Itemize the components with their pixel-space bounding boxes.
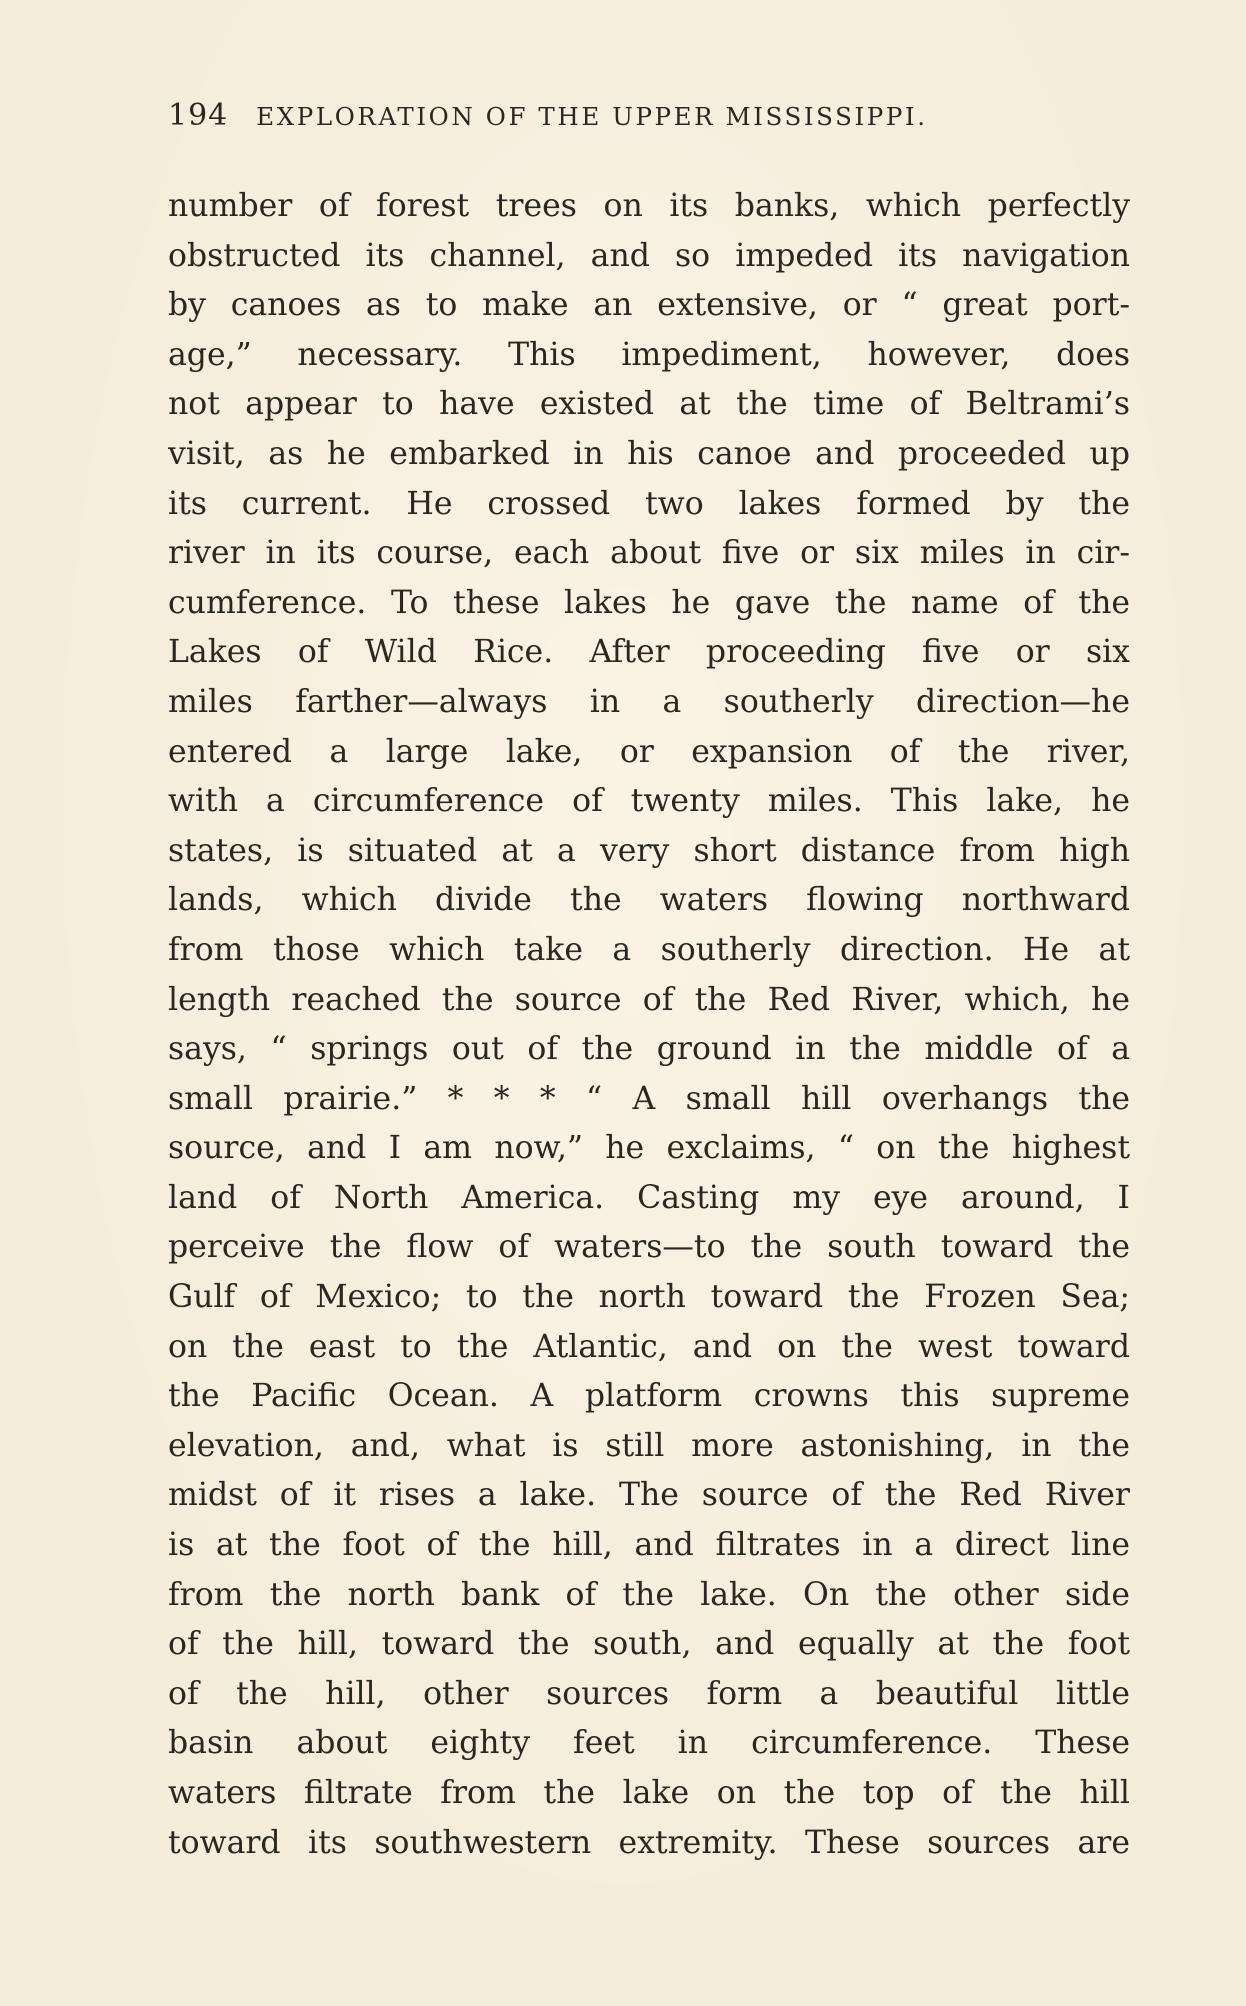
text-line: cumference. To these lakes he gave the name of the <box>168 584 1130 621</box>
text-line: Gulf of Mexico; to the north toward the Frozen Sea; <box>168 1279 1130 1316</box>
text-line: from the north bank of the lake. On the other side <box>168 1576 1130 1613</box>
text-line: visit, as he embarked in his canoe and proceeded up <box>168 435 1130 472</box>
text-line: not appear to have existed at the time of Beltrami’s <box>168 386 1130 423</box>
text-line: states, is situated at a very short distance from high <box>168 832 1130 869</box>
text-line: age,” necessary. This impediment, however, does <box>168 336 1130 373</box>
text-line: obstructed its channel, and so impeded its navigation <box>168 237 1130 274</box>
running-title: EXPLORATION OF THE UPPER MISSISSIPPI. <box>256 102 928 131</box>
text-line: by canoes as to make an extensive, or “ great port- <box>168 287 1130 324</box>
text-line: number of forest trees on its banks, which perfectly <box>168 188 1130 224</box>
body-text <box>168 182 1130 1868</box>
text-line: is at the foot of the hill, and filtrates in a direct line <box>168 1527 1130 1564</box>
text-line: on the east to the Atlantic, and on the west toward <box>168 1328 1130 1365</box>
page-header <box>168 98 1128 142</box>
text-line: Lakes of Wild Rice. After proceeding five or six <box>168 634 1130 671</box>
text-line: river in its course, each about five or six miles in cir- <box>168 535 1130 572</box>
text-line: perceive the flow of waters—to the south toward the <box>168 1229 1130 1266</box>
text-line: miles farther—always in a southerly direction—he <box>168 683 1130 720</box>
page-number: 194 <box>168 98 229 133</box>
text-line: toward its southwestern extremity. These sources are <box>168 1824 1130 1861</box>
text-line: of the hill, other sources form a beautiful little <box>168 1675 1130 1712</box>
text-line: small prairie.” * * * “ A small hill overhangs the <box>168 1080 1130 1117</box>
text-line: of the hill, toward the south, and equally at the foot <box>168 1626 1130 1663</box>
text-line: waters filtrate from the lake on the top of the hill <box>168 1775 1130 1811</box>
text-line: its current. He crossed two lakes formed by the <box>168 485 1130 522</box>
text-line: land of North America. Casting my eye around, I <box>168 1179 1130 1216</box>
text-line: from those which take a southerly direction. He at <box>168 931 1130 968</box>
text-line: says, “ springs out of the ground in the middle of a <box>168 1031 1130 1068</box>
text-line: elevation, and, what is still more astonishing, in the <box>168 1427 1130 1464</box>
text-line: basin about eighty feet in circumference. These <box>168 1725 1130 1762</box>
text-line: length reached the source of the Red River, which, he <box>168 981 1130 1018</box>
text-line: with a circumference of twenty miles. This lake, he <box>168 783 1130 820</box>
text-line: source, and I am now,” he exclaims, “ on the highest <box>168 1130 1130 1167</box>
text-line: midst of it rises a lake. The source of the Red River <box>168 1477 1130 1514</box>
text-line: lands, which divide the waters flowing northward <box>168 882 1130 919</box>
text-line: the Pacific Ocean. A platform crowns this supreme <box>168 1378 1130 1415</box>
text-line: entered a large lake, or expansion of the river, <box>168 733 1130 770</box>
